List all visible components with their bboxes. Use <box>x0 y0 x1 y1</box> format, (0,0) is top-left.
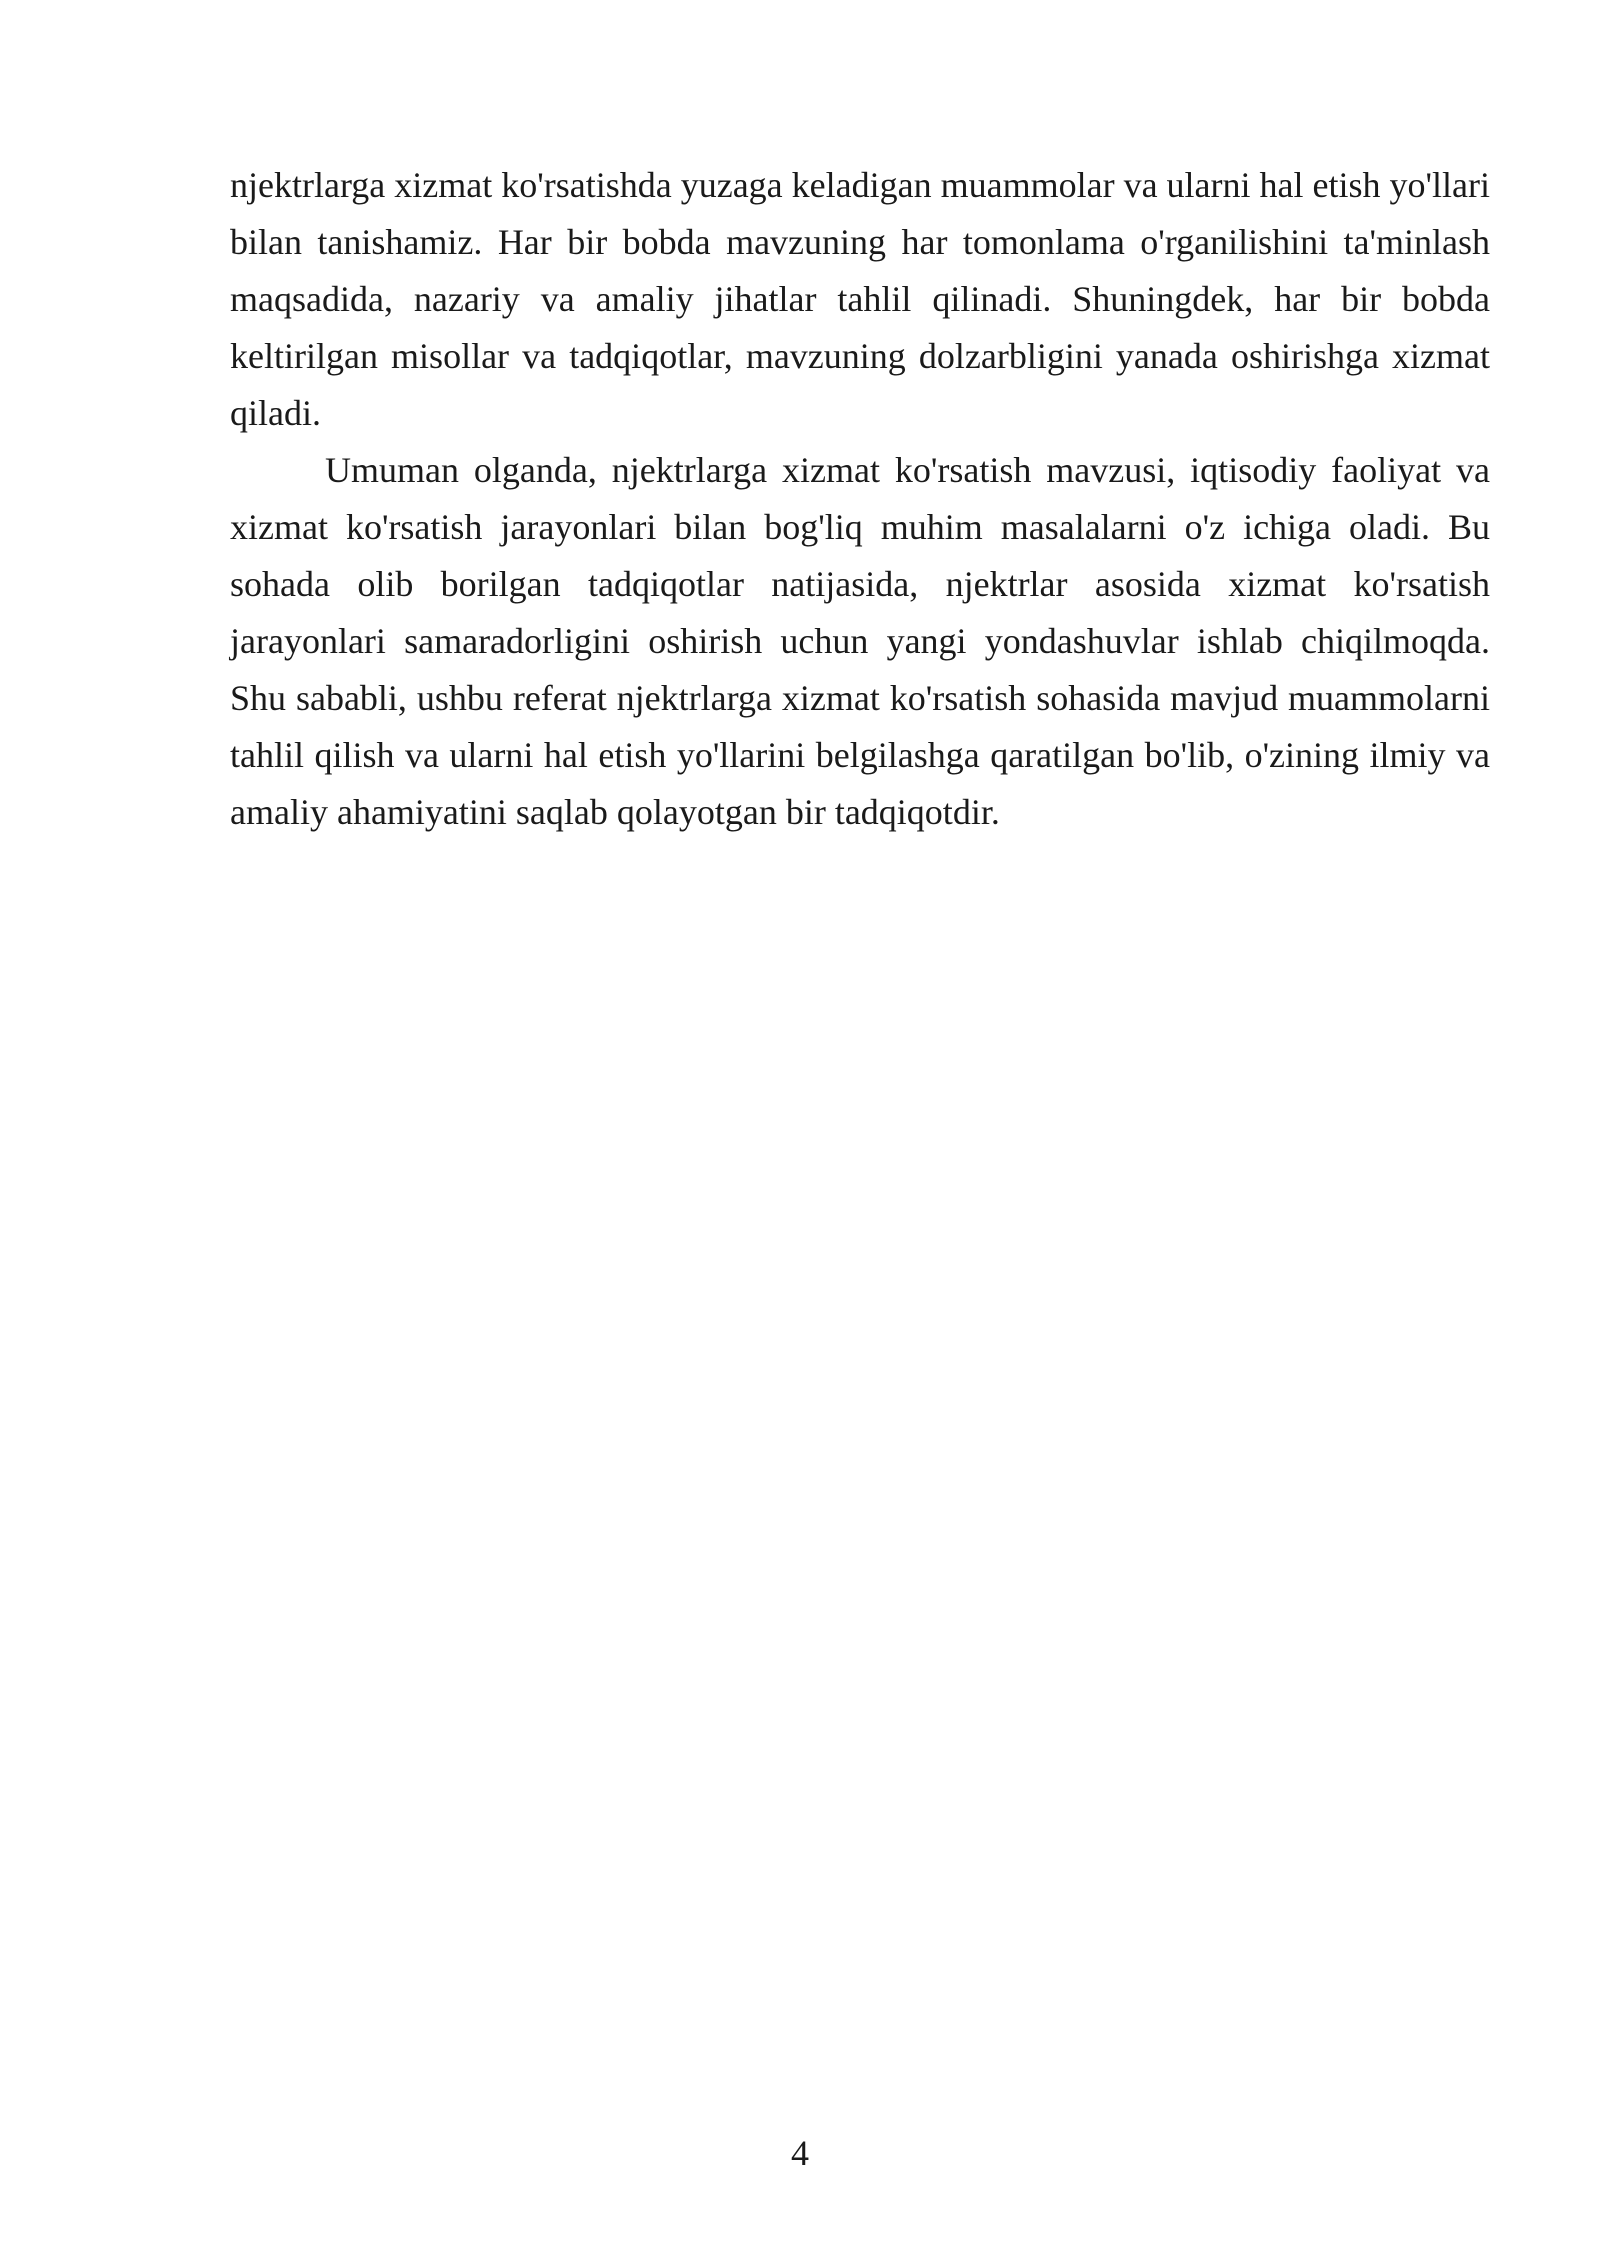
paragraph-summary: Umuman olganda, njektrlarga xizmat ko'rsatish mavzusi, iqtisodiy faoliyat va xizmat ko'rsatish jarayonlari bilan bog'liq muhim masalalarni o'z ichiga oladi. Bu sohada olib borilgan tadqiqotlar natijasida, njektrlar asosida xizmat ko'rsatish jarayonlari samaradorligini oshirish uchun yangi yondashuvlar ishlab chiqilmoqda. Shu sababli, ushbu referat njektrlarga xizmat ko'rsatish sohasida mavjud muammolarni tahlil qilish va ularni hal etish yo'llarini belgilashga qaratilgan bo'lib, o'zining ilmiy va amaliy ahamiyatini saqlab qolayotgan bir tadqiqotdir. <box>230 450 1490 832</box>
paragraph-continuation: njektrlarga xizmat ko'rsatishda yuzaga keladigan muammolar va ularni hal etish yo'llari bilan tanishamiz. Har bir bobda mavzuning har tomonlama o'rganilishini ta'minlash maqsadida, nazariy va amaliy jihatlar tahlil qilinadi. Shuningdek, har bir bobda keltirilgan misollar va tadqiqotlar, mavzuning dolzarbligini yanada oshirishga xizmat qiladi. <box>230 165 1490 433</box>
body-text <box>230 157 1490 841</box>
page-number: 4 <box>791 2133 809 2173</box>
